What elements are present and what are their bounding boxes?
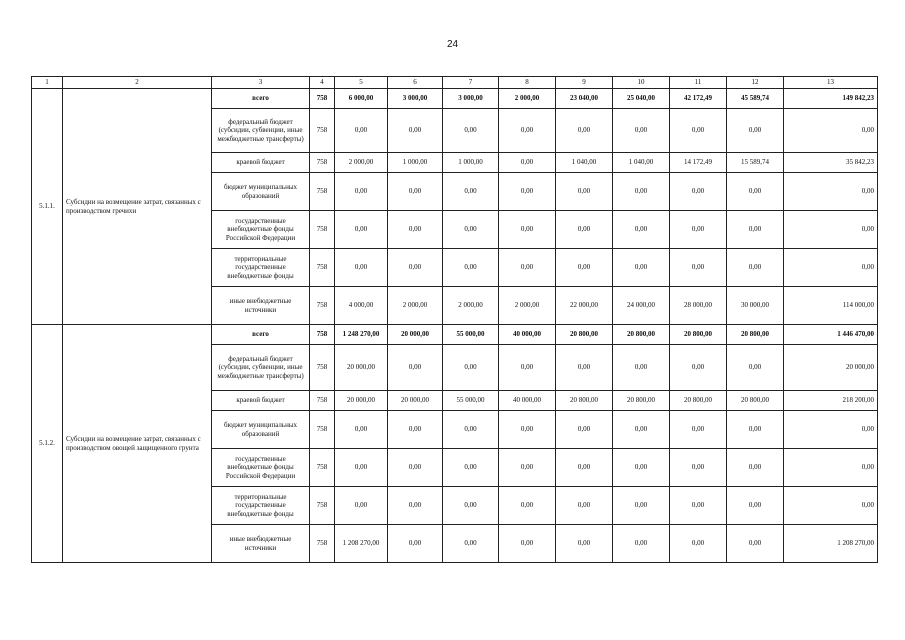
year-value: 0,00 — [727, 109, 784, 153]
year-value: 20 800,00 — [727, 391, 784, 411]
column-header: 10 — [613, 77, 670, 89]
year-value: 0,00 — [556, 249, 613, 287]
year-value: 2 000,00 — [443, 287, 499, 325]
year-value: 1 000,00 — [443, 153, 499, 173]
year-value: 0,00 — [499, 211, 556, 249]
year-value: 0,00 — [556, 109, 613, 153]
year-value: 0,00 — [388, 211, 443, 249]
year-value: 0,00 — [613, 525, 670, 563]
year-value: 0,00 — [613, 449, 670, 487]
column-header: 5 — [335, 77, 388, 89]
year-value: 0,00 — [670, 109, 727, 153]
total-value: 1 446 470,00 — [784, 325, 878, 345]
year-value: 0,00 — [670, 525, 727, 563]
year-value: 0,00 — [727, 249, 784, 287]
year-value: 40 000,00 — [499, 325, 556, 345]
year-value: 42 172,49 — [670, 89, 727, 109]
year-value: 0,00 — [670, 211, 727, 249]
total-value: 0,00 — [784, 487, 878, 525]
budget-code: 758 — [310, 173, 335, 211]
year-value: 0,00 — [670, 345, 727, 391]
budget-code: 758 — [310, 287, 335, 325]
year-value: 0,00 — [335, 411, 388, 449]
total-value: 0,00 — [784, 249, 878, 287]
measure-name: Субсидии на возмещение затрат, связанных с производством гречихи — [63, 89, 212, 325]
year-value: 0,00 — [727, 525, 784, 563]
funding-source: иные внебюджетные источники — [212, 287, 310, 325]
funding-source: всего — [212, 89, 310, 109]
year-value: 0,00 — [388, 487, 443, 525]
year-value: 3 000,00 — [443, 89, 499, 109]
year-value: 0,00 — [613, 109, 670, 153]
funding-source: федеральный бюджет (субсидии, субвенции, иные межбюджетные трансферты) — [212, 109, 310, 153]
year-value: 20 000,00 — [335, 391, 388, 411]
year-value: 0,00 — [727, 211, 784, 249]
year-value: 1 208 270,00 — [335, 525, 388, 563]
year-value: 0,00 — [388, 345, 443, 391]
year-value: 3 000,00 — [388, 89, 443, 109]
column-header: 11 — [670, 77, 727, 89]
table-body — [32, 89, 878, 563]
year-value: 0,00 — [443, 411, 499, 449]
year-value: 30 000,00 — [727, 287, 784, 325]
year-value: 0,00 — [335, 449, 388, 487]
total-value: 1 208 270,00 — [784, 525, 878, 563]
year-value: 20 800,00 — [670, 325, 727, 345]
year-value: 20 800,00 — [556, 391, 613, 411]
column-header: 1 — [32, 77, 63, 89]
column-number-row — [32, 77, 878, 89]
year-value: 0,00 — [499, 173, 556, 211]
year-value: 20 800,00 — [556, 325, 613, 345]
year-value: 6 000,00 — [335, 89, 388, 109]
year-value: 0,00 — [727, 449, 784, 487]
year-value: 0,00 — [499, 487, 556, 525]
page-number: 24 — [446, 39, 459, 50]
column-header: 2 — [63, 77, 212, 89]
funding-source: государственные внебюджетные фонды Российской Федерации — [212, 211, 310, 249]
year-value: 2 000,00 — [499, 287, 556, 325]
table-row — [32, 89, 878, 109]
year-value: 4 000,00 — [335, 287, 388, 325]
year-value: 0,00 — [499, 525, 556, 563]
budget-code: 758 — [310, 391, 335, 411]
budget-code: 758 — [310, 153, 335, 173]
total-value: 114 000,00 — [784, 287, 878, 325]
measure-code: 5.1.1. — [32, 89, 63, 325]
budget-code: 758 — [310, 249, 335, 287]
year-value: 0,00 — [556, 487, 613, 525]
year-value: 0,00 — [335, 487, 388, 525]
year-value: 0,00 — [670, 449, 727, 487]
year-value: 2 000,00 — [499, 89, 556, 109]
year-value: 1 000,00 — [388, 153, 443, 173]
measure-code: 5.1.2. — [32, 325, 63, 563]
budget-code: 758 — [310, 89, 335, 109]
budget-code: 758 — [310, 109, 335, 153]
year-value: 20 800,00 — [613, 391, 670, 411]
year-value: 0,00 — [727, 345, 784, 391]
year-value: 0,00 — [556, 211, 613, 249]
year-value: 0,00 — [388, 249, 443, 287]
year-value: 0,00 — [556, 411, 613, 449]
total-value: 0,00 — [784, 449, 878, 487]
year-value: 0,00 — [556, 449, 613, 487]
column-header: 9 — [556, 77, 613, 89]
funding-source: бюджет муниципальных образований — [212, 173, 310, 211]
year-value: 0,00 — [727, 411, 784, 449]
year-value: 20 800,00 — [727, 325, 784, 345]
year-value: 0,00 — [727, 173, 784, 211]
year-value: 0,00 — [443, 525, 499, 563]
year-value: 0,00 — [613, 211, 670, 249]
year-value: 0,00 — [613, 411, 670, 449]
total-value: 0,00 — [784, 211, 878, 249]
total-value: 0,00 — [784, 109, 878, 153]
year-value: 0,00 — [443, 173, 499, 211]
budget-table — [31, 76, 878, 563]
budget-code: 758 — [310, 487, 335, 525]
year-value: 23 040,00 — [556, 89, 613, 109]
column-header: 7 — [443, 77, 499, 89]
total-value: 20 000,00 — [784, 345, 878, 391]
year-value: 0,00 — [727, 487, 784, 525]
year-value: 0,00 — [443, 249, 499, 287]
total-value: 218 200,00 — [784, 391, 878, 411]
year-value: 0,00 — [670, 411, 727, 449]
year-value: 14 172,49 — [670, 153, 727, 173]
year-value: 0,00 — [335, 211, 388, 249]
year-value: 0,00 — [613, 249, 670, 287]
column-header: 8 — [499, 77, 556, 89]
column-header: 4 — [310, 77, 335, 89]
total-value: 149 842,23 — [784, 89, 878, 109]
year-value: 0,00 — [335, 173, 388, 211]
year-value: 0,00 — [388, 449, 443, 487]
funding-source: всего — [212, 325, 310, 345]
year-value: 1 248 270,00 — [335, 325, 388, 345]
year-value: 2 000,00 — [388, 287, 443, 325]
year-value: 20 800,00 — [670, 391, 727, 411]
column-header: 12 — [727, 77, 784, 89]
year-value: 1 040,00 — [613, 153, 670, 173]
year-value: 0,00 — [388, 411, 443, 449]
year-value: 0,00 — [613, 487, 670, 525]
year-value: 28 000,00 — [670, 287, 727, 325]
column-header: 6 — [388, 77, 443, 89]
year-value: 0,00 — [613, 173, 670, 211]
budget-code: 758 — [310, 325, 335, 345]
funding-source: бюджет муниципальных образований — [212, 411, 310, 449]
year-value: 0,00 — [499, 449, 556, 487]
total-value: 35 842,23 — [784, 153, 878, 173]
budget-code: 758 — [310, 211, 335, 249]
year-value: 0,00 — [499, 411, 556, 449]
year-value: 0,00 — [335, 249, 388, 287]
funding-source: краевой бюджет — [212, 153, 310, 173]
year-value: 1 040,00 — [556, 153, 613, 173]
year-value: 0,00 — [499, 153, 556, 173]
budget-code: 758 — [310, 411, 335, 449]
year-value: 22 000,00 — [556, 287, 613, 325]
funding-source: территориальные государственные внебюджетные фонды — [212, 249, 310, 287]
year-value: 0,00 — [388, 525, 443, 563]
year-value: 20 800,00 — [613, 325, 670, 345]
year-value: 0,00 — [443, 449, 499, 487]
year-value: 0,00 — [388, 173, 443, 211]
total-value: 0,00 — [784, 411, 878, 449]
year-value: 40 000,00 — [499, 391, 556, 411]
year-value: 0,00 — [556, 345, 613, 391]
table-row — [32, 325, 878, 345]
year-value: 24 000,00 — [613, 287, 670, 325]
funding-source: территориальные государственные внебюджетные фонды — [212, 487, 310, 525]
year-value: 20 000,00 — [335, 345, 388, 391]
budget-code: 758 — [310, 525, 335, 563]
year-value: 15 589,74 — [727, 153, 784, 173]
year-value: 0,00 — [613, 345, 670, 391]
budget-code: 758 — [310, 345, 335, 391]
funding-source: иные внебюджетные источники — [212, 525, 310, 563]
column-header: 3 — [212, 77, 310, 89]
year-value: 0,00 — [388, 109, 443, 153]
year-value: 0,00 — [556, 173, 613, 211]
funding-source: федеральный бюджет (субсидии, субвенции, иные межбюджетные трансферты) — [212, 345, 310, 391]
year-value: 20 000,00 — [388, 325, 443, 345]
year-value: 2 000,00 — [335, 153, 388, 173]
year-value: 20 000,00 — [388, 391, 443, 411]
year-value: 0,00 — [443, 345, 499, 391]
year-value: 0,00 — [443, 109, 499, 153]
year-value: 0,00 — [670, 173, 727, 211]
year-value: 55 000,00 — [443, 391, 499, 411]
funding-source: краевой бюджет — [212, 391, 310, 411]
year-value: 25 040,00 — [613, 89, 670, 109]
year-value: 0,00 — [499, 109, 556, 153]
year-value: 0,00 — [335, 109, 388, 153]
year-value: 0,00 — [499, 249, 556, 287]
measure-name: Субсидии на возмещение затрат, связанных с производством овощей защищенного грунта — [63, 325, 212, 563]
total-value: 0,00 — [784, 173, 878, 211]
year-value: 45 589,74 — [727, 89, 784, 109]
year-value: 55 000,00 — [443, 325, 499, 345]
funding-source: государственные внебюджетные фонды Российской Федерации — [212, 449, 310, 487]
column-header: 13 — [784, 77, 878, 89]
year-value: 0,00 — [443, 211, 499, 249]
year-value: 0,00 — [499, 345, 556, 391]
year-value: 0,00 — [670, 487, 727, 525]
year-value: 0,00 — [556, 525, 613, 563]
budget-code: 758 — [310, 449, 335, 487]
year-value: 0,00 — [443, 487, 499, 525]
year-value: 0,00 — [670, 249, 727, 287]
